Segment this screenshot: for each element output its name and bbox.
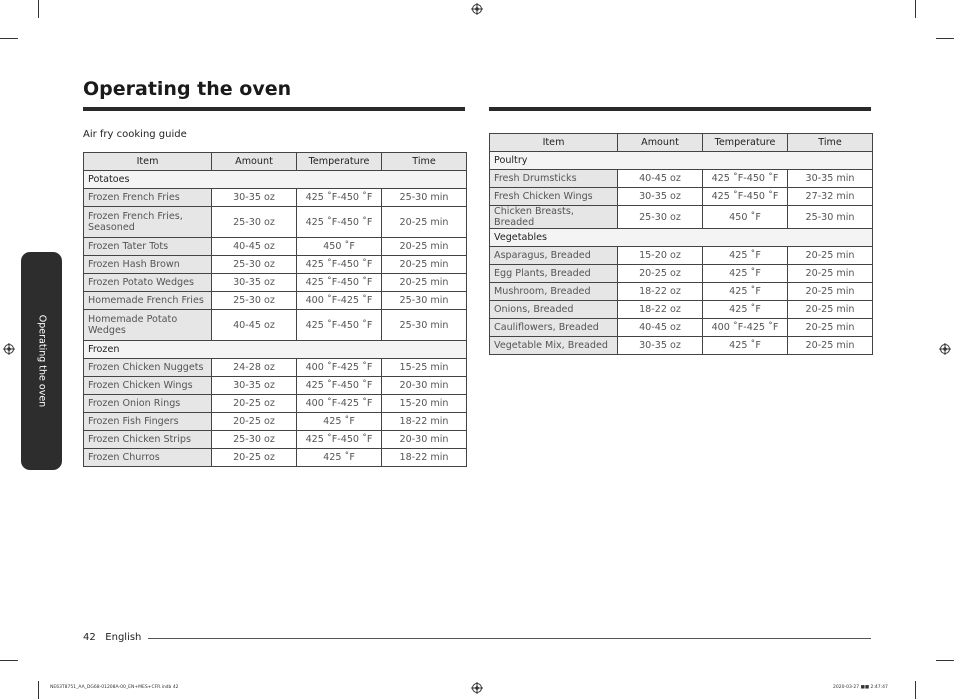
cell-item: Frozen Churros — [84, 449, 212, 467]
footer-rule — [148, 638, 871, 639]
cell-amount: 18-22 oz — [618, 301, 703, 319]
cell-amount: 25-30 oz — [618, 206, 703, 229]
cell-temperature: 400 ˚F-425 ˚F — [297, 359, 382, 377]
registration-mark-icon — [471, 682, 483, 694]
category-frozen: Frozen — [84, 341, 467, 359]
cell-item: Asparagus, Breaded — [490, 247, 618, 265]
crop-mark — [0, 660, 18, 661]
cell-item: Frozen Fish Fingers — [84, 413, 212, 431]
page-title: Operating the oven — [83, 78, 292, 100]
cell-time: 25-30 min — [788, 206, 873, 229]
cell-amount: 30-35 oz — [212, 377, 297, 395]
cell-amount: 24-28 oz — [212, 359, 297, 377]
cell-time: 15-25 min — [382, 359, 467, 377]
cell-item: Frozen Chicken Wings — [84, 377, 212, 395]
cell-amount: 30-35 oz — [618, 337, 703, 355]
cell-item: Frozen Chicken Nuggets — [84, 359, 212, 377]
air-fry-table-left — [83, 152, 467, 467]
table-row — [490, 319, 873, 337]
crop-mark — [38, 0, 39, 18]
header-time: Time — [788, 134, 873, 152]
cell-amount: 30-35 oz — [618, 188, 703, 206]
table-row — [84, 431, 467, 449]
page-number: 42 — [83, 632, 96, 643]
table-row — [84, 449, 467, 467]
cell-temperature: 425 ˚F-450 ˚F — [297, 310, 382, 341]
cell-temperature: 450 ˚F — [703, 206, 788, 229]
table-row — [490, 247, 873, 265]
cell-temperature: 425 ˚F-450 ˚F — [703, 188, 788, 206]
cell-temperature: 425 ˚F-450 ˚F — [297, 256, 382, 274]
table-row — [84, 395, 467, 413]
table-row — [84, 310, 467, 341]
crop-mark — [915, 681, 916, 699]
cell-amount: 15-20 oz — [618, 247, 703, 265]
cell-item: Onions, Breaded — [490, 301, 618, 319]
cell-temperature: 400 ˚F-425 ˚F — [297, 292, 382, 310]
cell-item: Frozen French Fries — [84, 189, 212, 207]
cell-temperature: 425 ˚F-450 ˚F — [297, 274, 382, 292]
cell-item: Vegetable Mix, Breaded — [490, 337, 618, 355]
table-row — [84, 413, 467, 431]
cell-amount: 25-30 oz — [212, 431, 297, 449]
title-rule-right — [489, 107, 871, 111]
cell-time: 25-30 min — [382, 189, 467, 207]
table-row — [84, 238, 467, 256]
cell-temperature: 425 ˚F-450 ˚F — [297, 431, 382, 449]
table-row — [84, 256, 467, 274]
side-tab-label: Operating the oven — [36, 314, 47, 408]
table-row — [84, 359, 467, 377]
cell-amount: 20-25 oz — [212, 449, 297, 467]
cell-item: Chicken Breasts, Breaded — [490, 206, 618, 229]
cell-item: Frozen Hash Brown — [84, 256, 212, 274]
cell-time: 18-22 min — [382, 413, 467, 431]
cell-item: Frozen Tater Tots — [84, 238, 212, 256]
cell-amount: 25-30 oz — [212, 292, 297, 310]
title-rule-left — [83, 107, 465, 111]
cell-amount: 20-25 oz — [618, 265, 703, 283]
cell-temperature: 425 ˚F — [703, 301, 788, 319]
table-header-row — [490, 134, 873, 152]
table-row — [490, 206, 873, 229]
header-temperature: Temperature — [703, 134, 788, 152]
table-row — [84, 274, 467, 292]
cell-amount: 20-25 oz — [212, 395, 297, 413]
page-footer — [83, 632, 141, 643]
cell-amount: 20-25 oz — [212, 413, 297, 431]
category-potatoes: Potatoes — [84, 171, 467, 189]
cell-time: 20-25 min — [788, 301, 873, 319]
cell-time: 20-25 min — [788, 337, 873, 355]
cell-temperature: 425 ˚F — [297, 449, 382, 467]
file-footer: NE63T8751_AA_DG68-01208A-00_EN+MES+CFR.indb 42 — [50, 685, 179, 690]
cell-time: 27-32 min — [788, 188, 873, 206]
cell-time: 15-20 min — [382, 395, 467, 413]
cell-amount: 40-45 oz — [212, 310, 297, 341]
footer-language: English — [105, 632, 142, 643]
cell-time: 20-25 min — [788, 265, 873, 283]
cell-amount: 40-45 oz — [212, 238, 297, 256]
table-row — [84, 292, 467, 310]
cell-temperature: 400 ˚F-425 ˚F — [703, 319, 788, 337]
cell-item: Frozen French Fries, Seasoned — [84, 207, 212, 238]
cell-temperature: 450 ˚F — [297, 238, 382, 256]
table-row — [490, 283, 873, 301]
cell-item: Cauliflowers, Breaded — [490, 319, 618, 337]
category-poultry: Poultry — [490, 152, 873, 170]
crop-mark — [0, 38, 18, 39]
header-item: Item — [490, 134, 618, 152]
table-row — [490, 301, 873, 319]
cell-time: 20-25 min — [382, 207, 467, 238]
registration-mark-icon — [471, 3, 483, 15]
cell-temperature: 425 ˚F — [297, 413, 382, 431]
crop-mark — [915, 0, 916, 18]
cell-time: 25-30 min — [382, 292, 467, 310]
header-amount: Amount — [618, 134, 703, 152]
cell-time: 18-22 min — [382, 449, 467, 467]
category-vegetables: Vegetables — [490, 229, 873, 247]
cell-time: 30-35 min — [788, 170, 873, 188]
cell-amount: 18-22 oz — [618, 283, 703, 301]
cell-time: 20-25 min — [382, 256, 467, 274]
table-row — [490, 337, 873, 355]
cell-temperature: 425 ˚F-450 ˚F — [297, 377, 382, 395]
table-row — [490, 170, 873, 188]
header-amount: Amount — [212, 153, 297, 171]
cell-item: Fresh Chicken Wings — [490, 188, 618, 206]
cell-time: 25-30 min — [382, 310, 467, 341]
cell-amount: 30-35 oz — [212, 274, 297, 292]
cell-time: 20-30 min — [382, 431, 467, 449]
crop-mark — [38, 681, 39, 699]
crop-mark — [936, 38, 954, 39]
cell-item: Frozen Chicken Strips — [84, 431, 212, 449]
cell-temperature: 425 ˚F — [703, 265, 788, 283]
cell-amount: 25-30 oz — [212, 256, 297, 274]
cell-item: Frozen Onion Rings — [84, 395, 212, 413]
cell-amount: 40-45 oz — [618, 319, 703, 337]
cell-item: Frozen Potato Wedges — [84, 274, 212, 292]
table-row — [84, 207, 467, 238]
table-caption: Air fry cooking guide — [83, 129, 187, 140]
cell-time: 20-30 min — [382, 377, 467, 395]
cell-temperature: 425 ˚F-450 ˚F — [297, 207, 382, 238]
cell-item: Fresh Drumsticks — [490, 170, 618, 188]
cell-time: 20-25 min — [788, 283, 873, 301]
cell-amount: 25-30 oz — [212, 207, 297, 238]
cell-amount: 30-35 oz — [212, 189, 297, 207]
crop-mark — [936, 660, 954, 661]
section-side-tab[interactable] — [21, 252, 62, 470]
cell-time: 20-25 min — [788, 247, 873, 265]
cell-item: Egg Plants, Breaded — [490, 265, 618, 283]
cell-temperature: 400 ˚F-425 ˚F — [297, 395, 382, 413]
cell-time: 20-25 min — [382, 274, 467, 292]
cell-item: Homemade French Fries — [84, 292, 212, 310]
cell-temperature: 425 ˚F-450 ˚F — [297, 189, 382, 207]
table-row — [84, 377, 467, 395]
table-row — [490, 188, 873, 206]
date-footer: 2020-03-27 ■■ 2:47:47 — [833, 685, 888, 690]
cell-item: Homemade Potato Wedges — [84, 310, 212, 341]
table-row — [84, 189, 467, 207]
registration-mark-icon — [3, 343, 15, 355]
cell-time: 20-25 min — [788, 319, 873, 337]
header-time: Time — [382, 153, 467, 171]
cell-time: 20-25 min — [382, 238, 467, 256]
header-item: Item — [84, 153, 212, 171]
cell-item: Mushroom, Breaded — [490, 283, 618, 301]
table-row — [490, 265, 873, 283]
cell-temperature: 425 ˚F — [703, 283, 788, 301]
cell-temperature: 425 ˚F — [703, 337, 788, 355]
header-temperature: Temperature — [297, 153, 382, 171]
cell-amount: 40-45 oz — [618, 170, 703, 188]
cell-temperature: 425 ˚F — [703, 247, 788, 265]
table-header-row — [84, 153, 467, 171]
registration-mark-icon — [939, 343, 951, 355]
cell-temperature: 425 ˚F-450 ˚F — [703, 170, 788, 188]
air-fry-table-right — [489, 133, 873, 355]
